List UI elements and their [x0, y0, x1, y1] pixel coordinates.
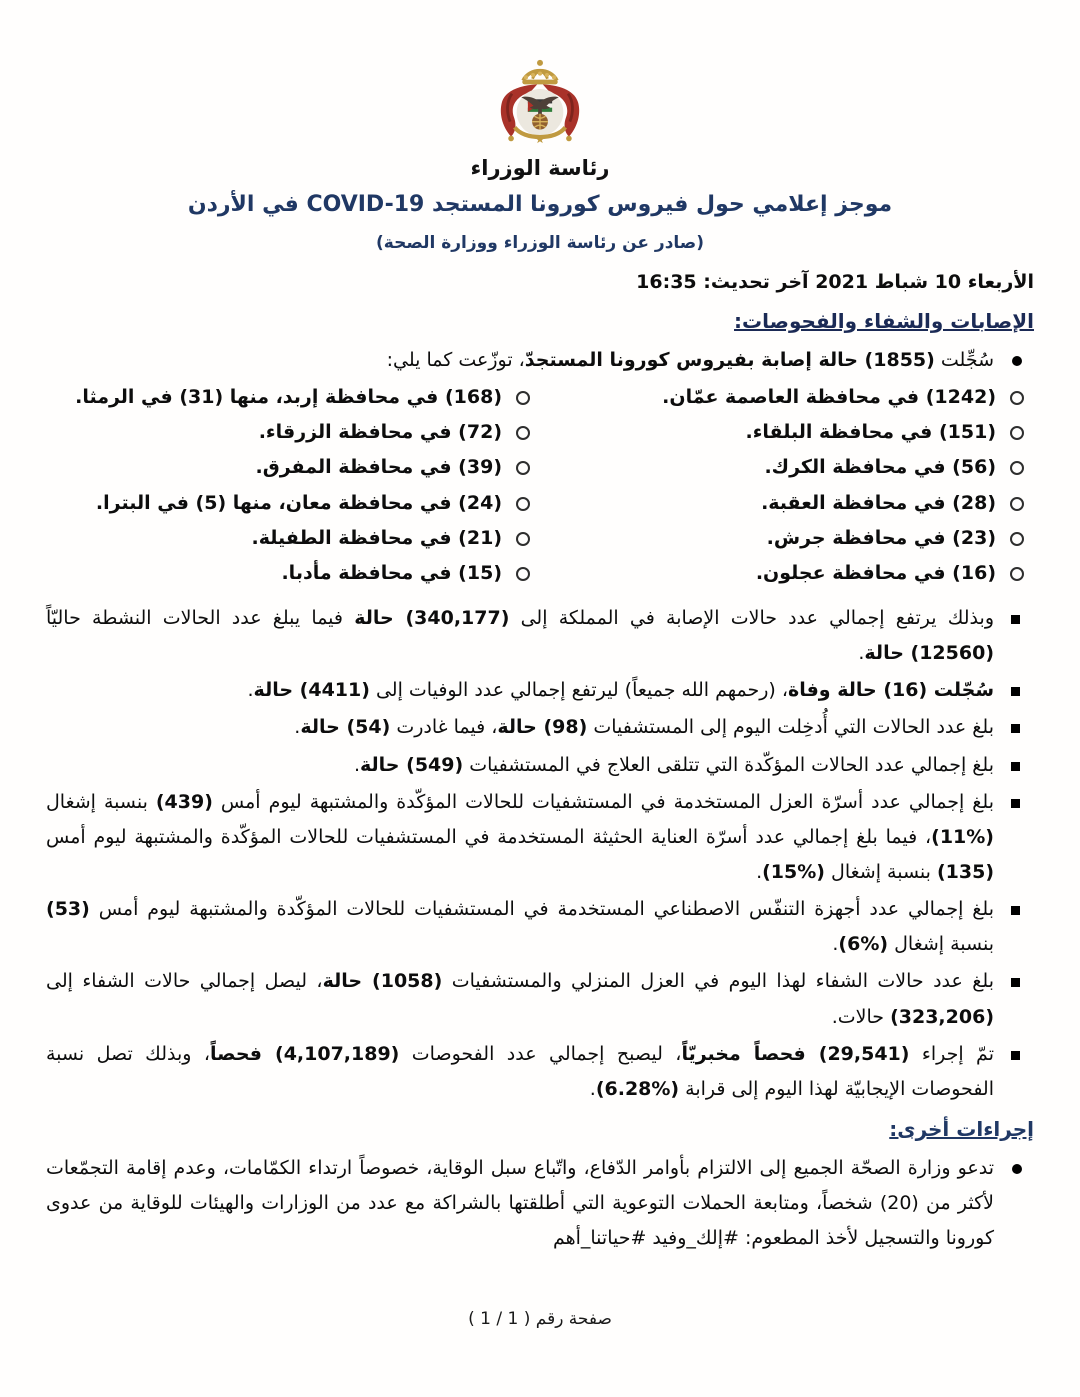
- governorate-item: (21) في محافظة الطفيلة.: [46, 521, 540, 556]
- governorate-item: (39) في محافظة المفرق.: [46, 450, 540, 485]
- square-bullet-icon: [1011, 615, 1020, 624]
- prime-ministry-calligraphy: رئاسة الوزراء: [470, 156, 610, 180]
- governorate-item: (23) في محافظة جرش.: [540, 521, 1034, 556]
- other-measures-text: تدعو وزارة الصحّة الجميع إلى الالتزام بأوامر الدّفاع، واتّباع سبل الوقاية، خصوصاً ارتداء الكمّامات، وعدم إقامة التجمّعات لأكثر من (20) شخصاً، ومتابعة الحملات التوعوية التي أطلقتها بالشراكة مع عدد من الوزارات والهيئات للوقاية من عدوى كورونا والتسجيل لأخذ المطعوم: #إلك_وفيد #حياتنا_أهم: [46, 1156, 994, 1250]
- circle-bullet-icon: [516, 497, 530, 511]
- stat-item-hospital-admissions: بلغ عدد الحالات التي أُدخِلت اليوم إلى المستشفيات (98) حالة، فيما غادرت (54) حالة.: [46, 710, 1034, 745]
- governorate-item: (72) في محافظة الزرقاء.: [46, 415, 540, 450]
- circle-bullet-icon: [1010, 461, 1024, 475]
- page-title: موجز إعلامي حول فيروس كورونا المستجد COVID-19 في الأردن: [187, 192, 893, 217]
- circle-bullet-icon: [516, 567, 530, 581]
- governorates-column-left: [46, 380, 540, 591]
- governorate-item: (168) في محافظة إربد، منها (31) في الرمثا.: [46, 380, 540, 415]
- stat-item-total-cases: وبذلك يرتفع إجمالي عدد حالات الإصابة في المملكة إلى (340,177) حالة فيما يبلغ عدد الحالات النشطة حاليّاً (12560) حالة.: [46, 601, 1034, 671]
- square-bullet-icon: [1011, 906, 1020, 915]
- governorates-column-right: [540, 380, 1034, 591]
- crown-icon: [522, 60, 557, 84]
- logo-area: [46, 0, 1034, 180]
- stat-item-deaths: سُجّلت (16) حالة وفاة، (رحمهم الله جميعاً) ليرتفع إجمالي عدد الوفيات إلى (4411) حالة.: [46, 673, 1034, 708]
- circle-bullet-icon: [1010, 567, 1024, 581]
- governorate-item: (16) في محافظة عجلون.: [540, 556, 1034, 591]
- section-title-other-measures: إجراءات أخرى:: [889, 1116, 1034, 1141]
- circle-bullet-icon: [516, 532, 530, 546]
- stat-item-isolation-icu-beds: بلغ إجمالي عدد أسرّة العزل المستخدمة في المستشفيات للحالات المؤكّدة والمشتبهة ليوم أمس (439) بنسبة إشغال (%11)، فيما بلغ إجمالي عدد أسرّة العناية الحثيثة المستخدمة في المستشفيات للحالات المؤكّدة والمشتبهة ليوم أمس (135) بنسبة إشغال (%15).: [46, 785, 1034, 890]
- governorate-item: (56) في محافظة الكرك.: [540, 450, 1034, 485]
- square-bullet-icon: [1011, 978, 1020, 987]
- circle-bullet-icon: [1010, 391, 1024, 405]
- square-bullet-icon: [1011, 1051, 1020, 1060]
- bullet-dot-icon: [1012, 356, 1022, 366]
- governorate-item: (1242) في محافظة العاصمة عمّان.: [540, 380, 1034, 415]
- page-subtitle: (صادر عن رئاسة الوزراء ووزارة الصحة): [376, 233, 704, 253]
- square-bullet-icon: [1011, 687, 1020, 696]
- stat-item-recoveries: بلغ عدد حالات الشفاء لهذا اليوم في العزل المنزلي والمستشفيات (1058) حالة، ليصل إجمالي حالات الشفاء إلى (323,206) حالات.: [46, 964, 1034, 1034]
- date-line: الأربعاء 10 شباط 2021 آخر تحديث: 16:35: [636, 271, 1034, 293]
- bullet-dot-icon: [1012, 1164, 1022, 1174]
- new-cases-intro-text: سُجِّلت (1855) حالة إصابة بفيروس كورونا المستجدّ، توزّعت كما يلي:: [386, 349, 994, 371]
- circle-bullet-icon: [516, 461, 530, 475]
- governorate-item: (28) في محافظة العقبة.: [540, 486, 1034, 521]
- other-measures-item: [46, 1151, 1034, 1256]
- governorate-item: (24) في محافظة معان، منها (5) في البترا.: [46, 486, 540, 521]
- globe-icon: [532, 114, 548, 130]
- governorates-list: [46, 380, 1034, 591]
- governorate-item: (15) في محافظة مأدبا.: [46, 556, 540, 591]
- circle-bullet-icon: [516, 391, 530, 405]
- stat-item-tests: تمّ إجراء (29,541) فحصاً مخبريّاً، ليصبح إجمالي عدد الفحوصات (4,107,189) فحصاً، وبذلك تصل نسبة الفحوصات الإيجابيّة لهذا اليوم إلى قرابة (%6.28).: [46, 1037, 1034, 1107]
- circle-bullet-icon: [1010, 497, 1024, 511]
- stat-item-ventilators: بلغ إجمالي عدد أجهزة التنفّس الاصطناعي المستخدمة في المستشفيات للحالات المؤكّدة والمشتبهة ليوم أمس (53) بنسبة إشغال (%6).: [46, 892, 1034, 962]
- square-bullet-icon: [1011, 799, 1020, 808]
- governorate-item: (151) في محافظة البلقاء.: [540, 415, 1034, 450]
- page-number: صفحة رقم ( 1 / 1 ): [468, 1309, 612, 1329]
- stat-item-hospitalized-total: بلغ إجمالي عدد الحالات المؤكّدة التي تتلقى العلاج في المستشفيات (549) حالة.: [46, 748, 1034, 783]
- new-cases-intro-item: [46, 343, 1034, 378]
- section-title-cases: الإصابات والشفاء والفحوصات:: [734, 309, 1034, 333]
- circle-bullet-icon: [1010, 426, 1024, 440]
- circle-bullet-icon: [516, 426, 530, 440]
- jordan-coat-of-arms-icon: [484, 56, 596, 150]
- square-bullet-icon: [1011, 762, 1020, 771]
- circle-bullet-icon: [1010, 532, 1024, 546]
- square-bullet-icon: [1011, 724, 1020, 733]
